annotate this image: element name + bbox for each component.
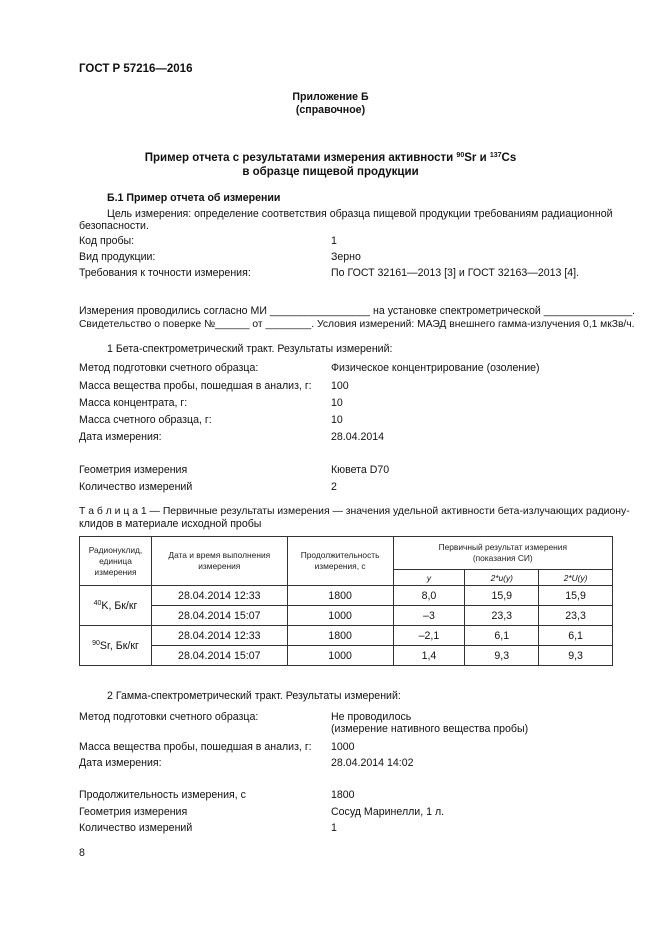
document-code: ГОСТ Р 57216—2016 xyxy=(79,63,193,75)
field-label: Дата измерения: xyxy=(79,757,162,769)
certificate-line: Свидетельство о поверке №______ от ________. Условия измерений: МАЭД внешнего гамма-излучения 0,1 мкЗв/ч. xyxy=(79,319,635,330)
table-caption-line1: Т а б л и ц а 1 — Первичные результаты измерения — значения удельной активности бета-излучающих радиону- xyxy=(79,506,630,517)
table-row xyxy=(80,586,613,606)
beta-title: 1 Бета-спектрометрический тракт. Результаты измерений: xyxy=(107,343,393,355)
field-value: 1800 xyxy=(331,789,355,801)
header-y: y xyxy=(393,570,465,586)
field-value: Зерно xyxy=(331,251,361,263)
field-label: Дата измерения: xyxy=(79,431,162,443)
u-cell: 6,1 xyxy=(465,626,539,646)
field-value: 2 xyxy=(331,481,337,493)
duration-cell: 1000 xyxy=(287,646,393,666)
field-label: Код пробы: xyxy=(79,235,135,247)
u-cell: 23,3 xyxy=(465,606,539,626)
duration-cell: 1000 xyxy=(287,606,393,626)
table-row xyxy=(80,626,613,646)
field-value: 28.04.2014 xyxy=(331,431,385,443)
field-value: Физическое концентрирование (озоление) xyxy=(331,362,540,374)
field-label: Вид продукции: xyxy=(79,251,156,263)
U-cell: 23,3 xyxy=(539,606,613,626)
datetime-cell: 28.04.2014 12:33 xyxy=(151,626,287,646)
section-title: Б.1 Пример отчета об измерении xyxy=(107,192,281,204)
nuclide-cell: $^{90}$Sr, Бк/кг xyxy=(80,626,152,666)
field-value: 10 xyxy=(331,397,343,409)
header-u: 2*u(y) xyxy=(465,570,539,586)
field-value: 100 xyxy=(331,380,349,392)
duration-cell: 1800 xyxy=(287,586,393,606)
field-value: Не проводилось xyxy=(331,711,412,723)
gamma-title: 2 Гамма-спектрометрический тракт. Результаты измерений: xyxy=(107,690,401,702)
field-label: Метод подготовки счетного образца: xyxy=(79,711,259,723)
field-value: 28.04.2014 14:02 xyxy=(331,757,414,769)
field-label: Масса вещества пробы, пошедшая в анализ, г: xyxy=(79,741,312,753)
u-cell: 15,9 xyxy=(465,586,539,606)
header-duration: Продолжительность измерения, с xyxy=(287,537,393,586)
field-label: Масса счетного образца, г: xyxy=(79,414,212,426)
field-label: Продолжительность измерения, с xyxy=(79,789,246,801)
appendix-note: (справочное) xyxy=(295,104,366,116)
y-cell: 8,0 xyxy=(393,586,465,606)
report-heading-line1: Пример отчета с результатами измерения активности $^{90}$Sr и $^{137}$Cs xyxy=(144,152,517,164)
datetime-cell: 28.04.2014 15:07 xyxy=(151,606,287,626)
header-datetime: Дата и время выполнения измерения xyxy=(151,537,287,586)
table-row xyxy=(80,606,613,626)
field-value: По ГОСТ 32161—2013 [3] и ГОСТ 32163—2013 [4]. xyxy=(331,267,580,279)
u-cell: 9,3 xyxy=(465,646,539,666)
field-label: Количество измерений xyxy=(79,822,193,834)
field-label: Масса вещества пробы, пошедшая в анализ, г: xyxy=(79,380,312,392)
field-value: 10 xyxy=(331,414,343,426)
mi-line: Измерения проводились согласно МИ _________________ на установке спектрометрической _______________. xyxy=(79,305,636,317)
header-primary-result: Первичный результат измерения (показания СИ) xyxy=(393,537,612,570)
nuclide-cell: $^{40}$K, Бк/кг xyxy=(80,586,152,626)
field-value: 1 xyxy=(331,235,337,247)
y-cell: –3 xyxy=(393,606,465,626)
field-label: Требования к точности измерения: xyxy=(79,267,251,279)
header-nuclide: Радионуклид, единица измерения xyxy=(80,537,152,586)
field-value: Кювета D70 xyxy=(331,464,390,476)
table-caption-line2: клидов в материале исходной пробы xyxy=(79,518,262,530)
field-value: 1 xyxy=(331,822,337,834)
U-cell: 6,1 xyxy=(539,626,613,646)
field-value: Сосуд Маринелли, 1 л. xyxy=(331,806,445,818)
purpose-line1: Цель измерения: определение соответствия образца пищевой продукции требованиям радиационной xyxy=(107,208,613,220)
U-cell: 9,3 xyxy=(539,646,613,666)
field-label: Геометрия измерения xyxy=(79,464,188,476)
field-label: Метод подготовки счетного образца: xyxy=(79,362,259,374)
U-cell: 15,9 xyxy=(539,586,613,606)
page-number: 8 xyxy=(79,847,85,859)
field-value: (измерение нативного вещества пробы) xyxy=(331,723,529,735)
datetime-cell: 28.04.2014 15:07 xyxy=(151,646,287,666)
field-label: Геометрия измерения xyxy=(79,806,188,818)
y-cell: 1,4 xyxy=(393,646,465,666)
duration-cell: 1800 xyxy=(287,626,393,646)
y-cell: –2,1 xyxy=(393,626,465,646)
purpose-line2: безопасности. xyxy=(79,220,149,232)
appendix-title: Приложение Б xyxy=(292,91,369,103)
table-row xyxy=(80,646,613,666)
field-value: 1000 xyxy=(331,741,355,753)
header-U: 2*U(y) xyxy=(539,570,613,586)
datetime-cell: 28.04.2014 12:33 xyxy=(151,586,287,606)
field-label: Количество измерений xyxy=(79,481,193,493)
results-table xyxy=(79,536,613,666)
field-label: Масса концентрата, г: xyxy=(79,397,188,409)
report-heading-line2: в образце пищевой продукции xyxy=(242,166,419,178)
